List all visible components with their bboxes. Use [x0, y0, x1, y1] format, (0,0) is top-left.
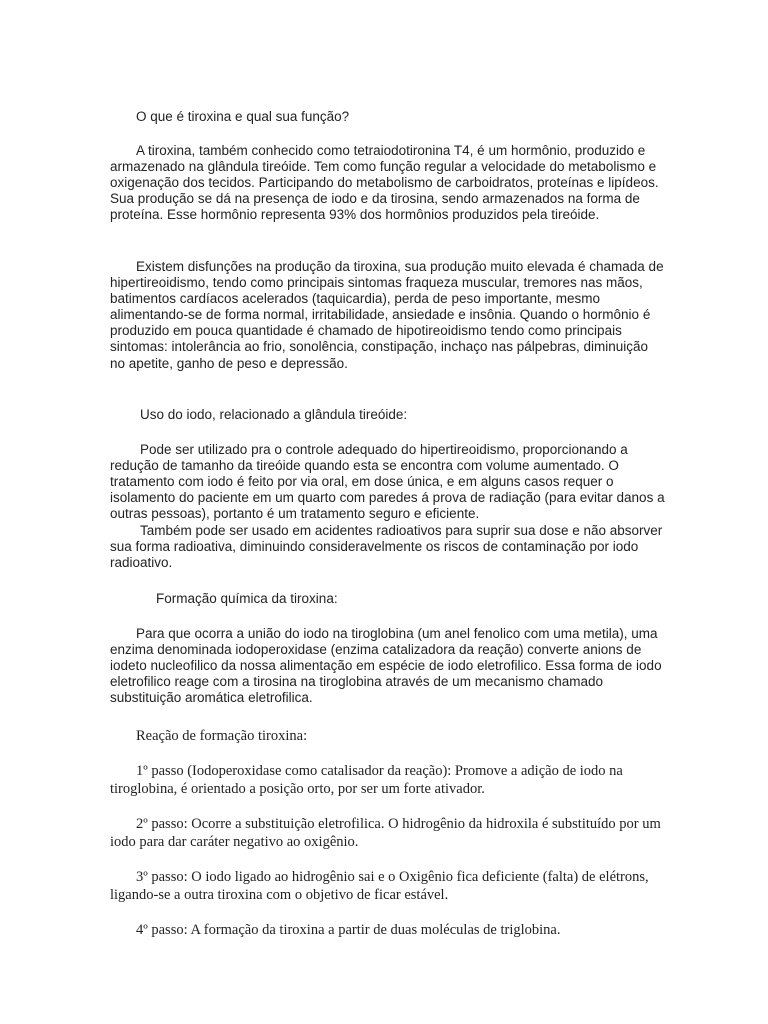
heading-reacao-formacao: Reação de formação tiroxina: — [136, 728, 308, 744]
heading-uso-do-iodo: Uso do iodo, relacionado a glândula tireóide: — [140, 407, 408, 422]
step-4-text: 4º passo: A formação da tiroxina a partir de duas moléculas de triglobina. — [136, 922, 561, 938]
heading-question: O que é tiroxina e qual sua função? — [136, 109, 350, 124]
paragraph-tiroxina-definition: A tiroxina, também conhecido como tetraiodotironina T4, é um hormônio, produzido e armazenado na glândula tireóide. Tem como função regular a velocidade do metabolismo e oxigenação dos tecidos. Participando do metabolismo de carboidratos, proteínas e lipídeos. Sua produção se dá na presença de iodo e da tirosina, sendo armazenados na forma de proteína. Esse hormônio representa 93% dos hormônios produzidos pela tireóide. — [110, 143, 659, 223]
heading-formacao-quimica: Formação química da tiroxina: — [156, 591, 338, 606]
paragraph-formacao-quimica: Para que ocorra a união do iodo na tiroglobina (um anel fenolico com uma metila), uma enzima denominada iodoperoxidase (enzima catalizadora da reação) converte anions de iodeto nucleofilico da nossa alimentação em espécie de iodo eletrofilico. Essa forma de iodo eletrofilico reage com a tirosina na tiroglobina através de um mecanismo chamado substituição aromática eletrofilica. — [110, 626, 662, 706]
step-3-text: 3º passo: O iodo ligado ao hidrogênio sai e o Oxigênio fica deficiente (falta) de elétrons, ligando-se a outra tiroxina com o objetivo de ficar estável. — [110, 869, 649, 903]
step-2-text: 2º passo: Ocorre a substituição eletrofilica. O hidrogênio da hidroxila é substituído por um iodo para dar caráter negativo ao oxigênio. — [110, 816, 661, 850]
paragraph-disfuncoes: Existem disfunções na produção da tiroxina, sua produção muito elevada é chamada de hipertireoidismo, tendo como principais sintomas fraqueza muscular, tremores nas mãos, batimentos cardíacos acelerados (taquicardia), perda de peso importante, mesmo alimentando-se de forma normal, irritabilidade, ansiedade e insônia. Quando o hormônio é produzido em pouca quantidade é chamado de hipotireoidismo tendo como principais sintomas: intolerância ao frio, sonolência, constipação, inchaço nas pálpebras, diminuição no apetite, ganho de peso e depressão. — [110, 259, 664, 371]
step-1-text: 1º passo (Iodoperoxidase como catalisador da reação): Promove a adição de iodo na tiroglobina, é orientado a posição orto, por ser um forte ativador. — [110, 763, 623, 797]
paragraph-controle-hipertireoidismo: Pode ser utilizado pra o controle adequado do hipertireoidismo, proporcionando a redução de tamanho da tireóide quando esta se encontra com volume aumentado. O tratamento com iodo é feito por via oral, em dose única, e em alguns casos requer o isolamento do paciente em um quarto com paredes á prova de radiação (para evitar danos a outras pessoas), portanto é um tratamento seguro e eficiente. — [110, 442, 665, 522]
paragraph-acidentes-radioativos: Também pode ser usado em acidentes radioativos para suprir sua dose e não absorver sua forma radioativa, diminuindo consideravelmente os riscos de contaminação por iodo radioativo. — [110, 523, 663, 571]
